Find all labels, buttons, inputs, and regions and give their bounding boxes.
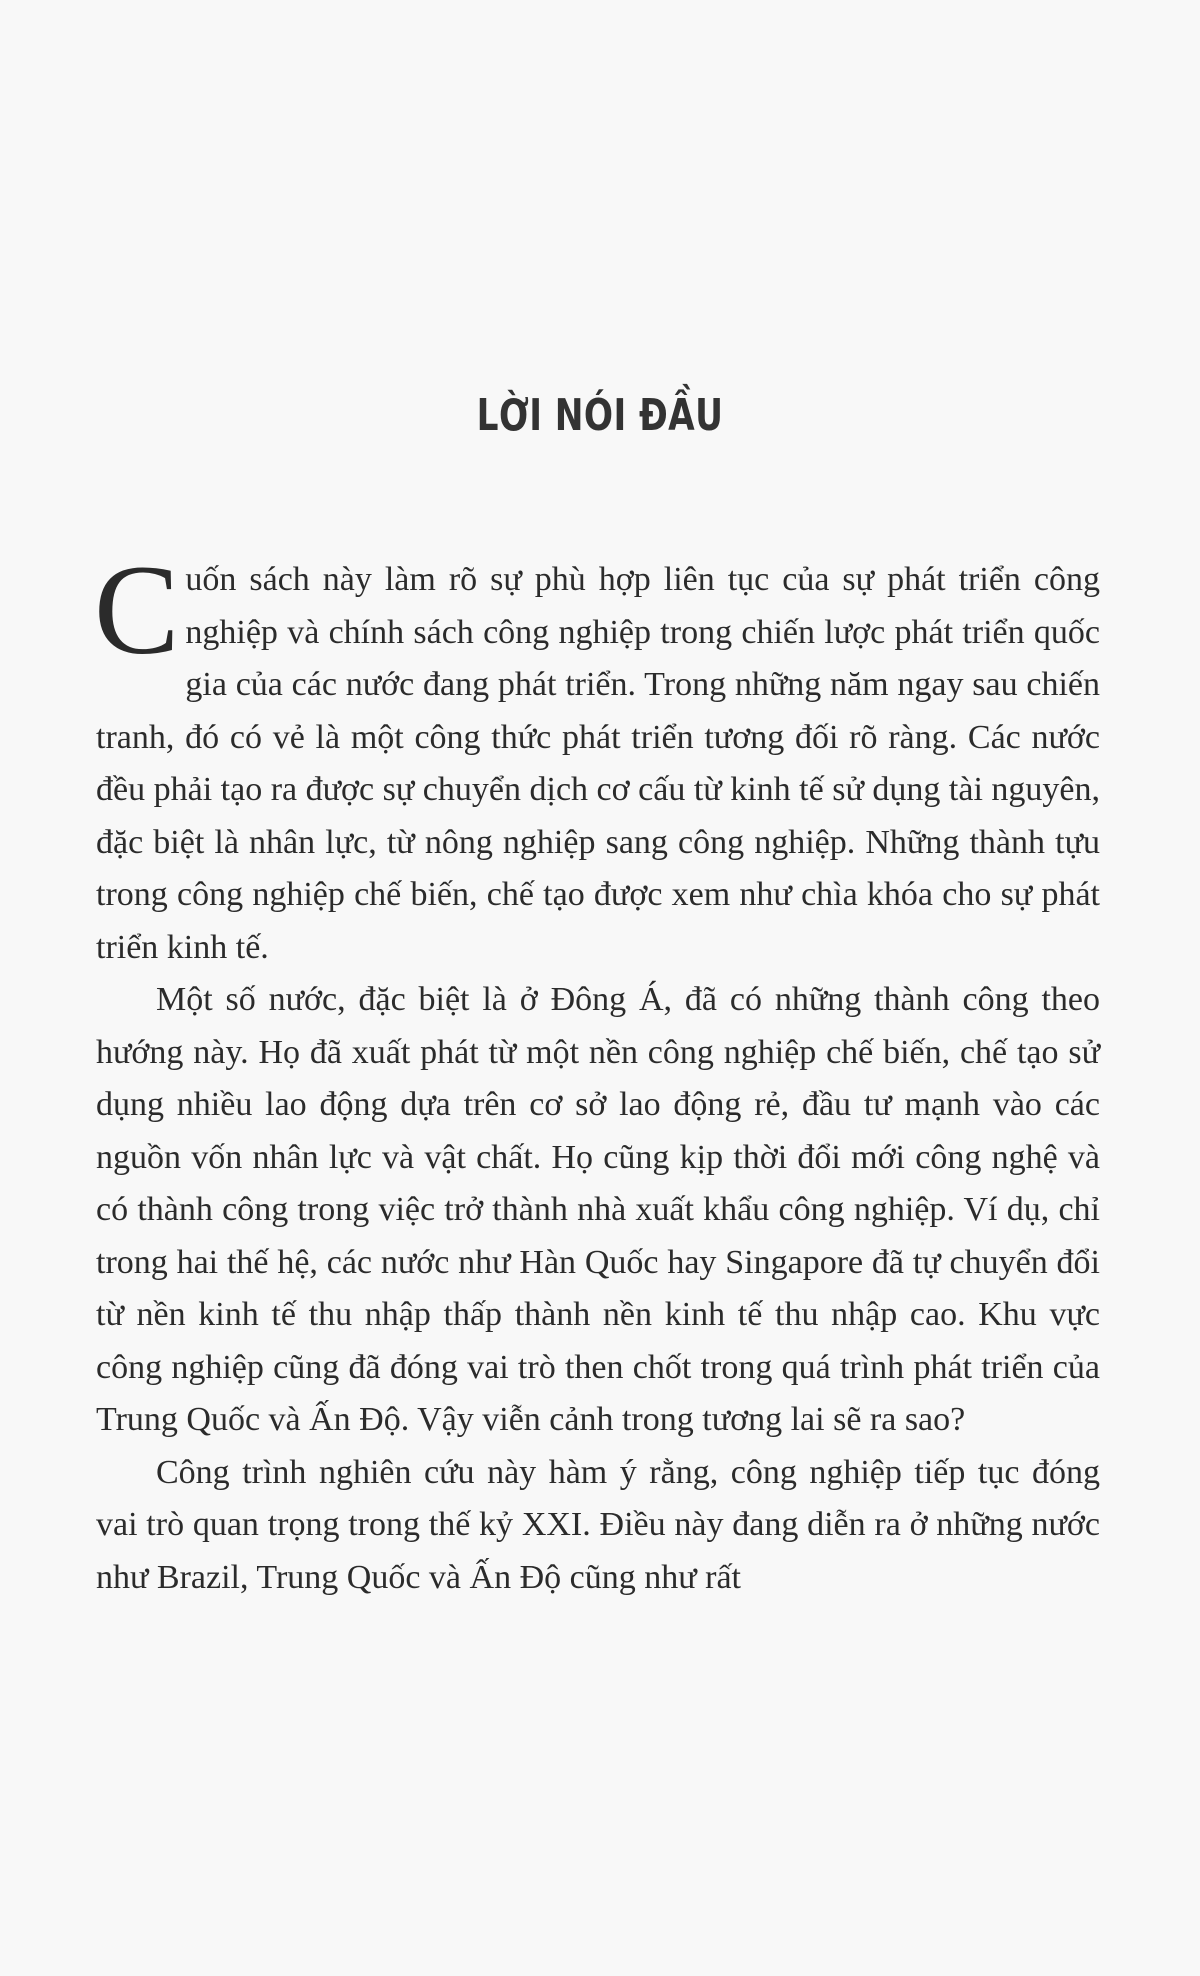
page-title: LỜI NÓI ĐẦU [476,390,724,441]
paragraph-1 [94,539,1100,974]
paragraph-1-text: uốn sách này làm rõ sự phù hợp liên tục của sự phát triển công nghiệp và chính sách công nghiệp trong chiến lược phát triển quốc gia của các nước đang phát triển. Trong những năm ngay sau chiến tranh, đó có vẻ là một công thức phát triển tương đối rõ ràng. Các nước đều phải tạo ra được sự chuyển dịch cơ cấu từ kinh tế sử dụng tài nguyên, đặc biệt là nhân lực, từ nông nghiệp sang công nghiệp. Những thành tựu trong công nghiệp chế biến, chế tạo được xem như chìa khóa cho sự phát triển kinh tế. [96,561,1100,966]
paragraph-3: Công trình nghiên cứu này hàm ý rằng, công nghiệp tiếp tục đóng vai trò quan trọng trong thế kỷ XXI. Điều này đang diễn ra ở những nước như Brazil, Trung Quốc và Ấn Độ cũng như rất [96,1453,1100,1596]
drop-cap: C [94,539,180,681]
paragraph-2: Một số nước, đặc biệt là ở Đông Á, đã có những thành công theo hướng này. Họ đã xuất phát từ một nền công nghiệp chế biến, chế tạo sử dụng nhiều lao động dựa trên cơ sở lao động rẻ, đầu tư mạnh vào các nguồn vốn nhân lực và vật chất. Họ cũng kịp thời đổi mới công nghệ và có thành công trong việc trở thành nhà xuất khẩu công nghiệp. Ví dụ, chỉ trong hai thế hệ, các nước như Hàn Quốc hay Singapore đã tự chuyển đổi từ nền kinh tế thu nhập thấp thành nền kinh tế thu nhập cao. Khu vực công nghiệp cũng đã đóng vai trò then chốt trong quá trình phát triển của Trung Quốc và Ấn Độ. Vậy viễn cảnh trong tương lai sẽ ra sao? [96,981,1100,1438]
body-text [94,539,1100,1604]
